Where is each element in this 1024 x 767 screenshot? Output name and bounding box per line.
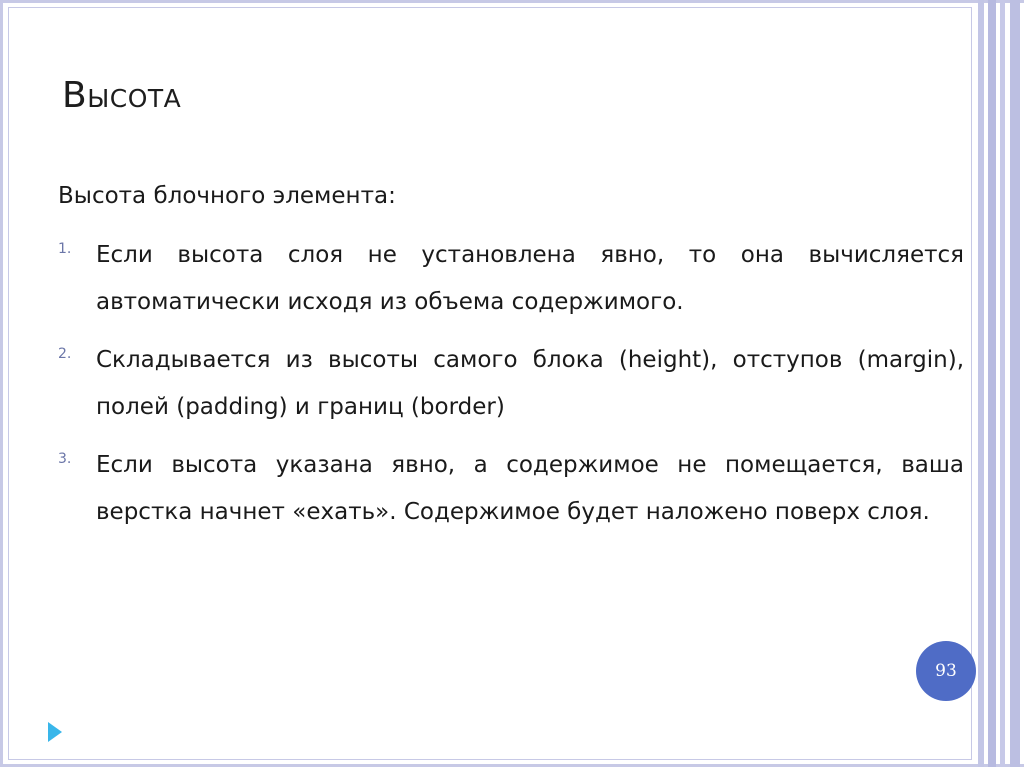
decorative-stripe xyxy=(1010,0,1020,767)
list-item-text: Если высота указана явно, а содержимое не помещается, ваша верстка начнет «ехать». Содержимое будет наложено поверх слоя. xyxy=(96,452,964,525)
list-item xyxy=(58,442,964,536)
list-item-number: 2. xyxy=(58,346,72,362)
list-item xyxy=(58,337,964,431)
triangle-right-icon[interactable] xyxy=(48,722,62,742)
page-number-badge xyxy=(916,641,976,701)
decorative-stripe xyxy=(978,0,984,767)
list-item xyxy=(58,232,964,326)
list-item-text: Складывается из высоты самого блока (height), отступов (margin), полей (padding) и границ (border) xyxy=(96,347,964,420)
numbered-list xyxy=(58,232,964,547)
intro-text: Высота блочного элемента: xyxy=(58,183,396,209)
list-item-number: 3. xyxy=(58,451,72,467)
list-item-number: 1. xyxy=(58,241,72,257)
list-item-text: Если высота слоя не установлена явно, то она вычисляется автоматически исходя из объема содержимого. xyxy=(96,242,964,315)
decorative-stripe xyxy=(988,0,996,767)
slide-title: Высота xyxy=(62,75,182,116)
page-number: 93 xyxy=(935,661,957,681)
decorative-stripe xyxy=(1000,0,1005,767)
